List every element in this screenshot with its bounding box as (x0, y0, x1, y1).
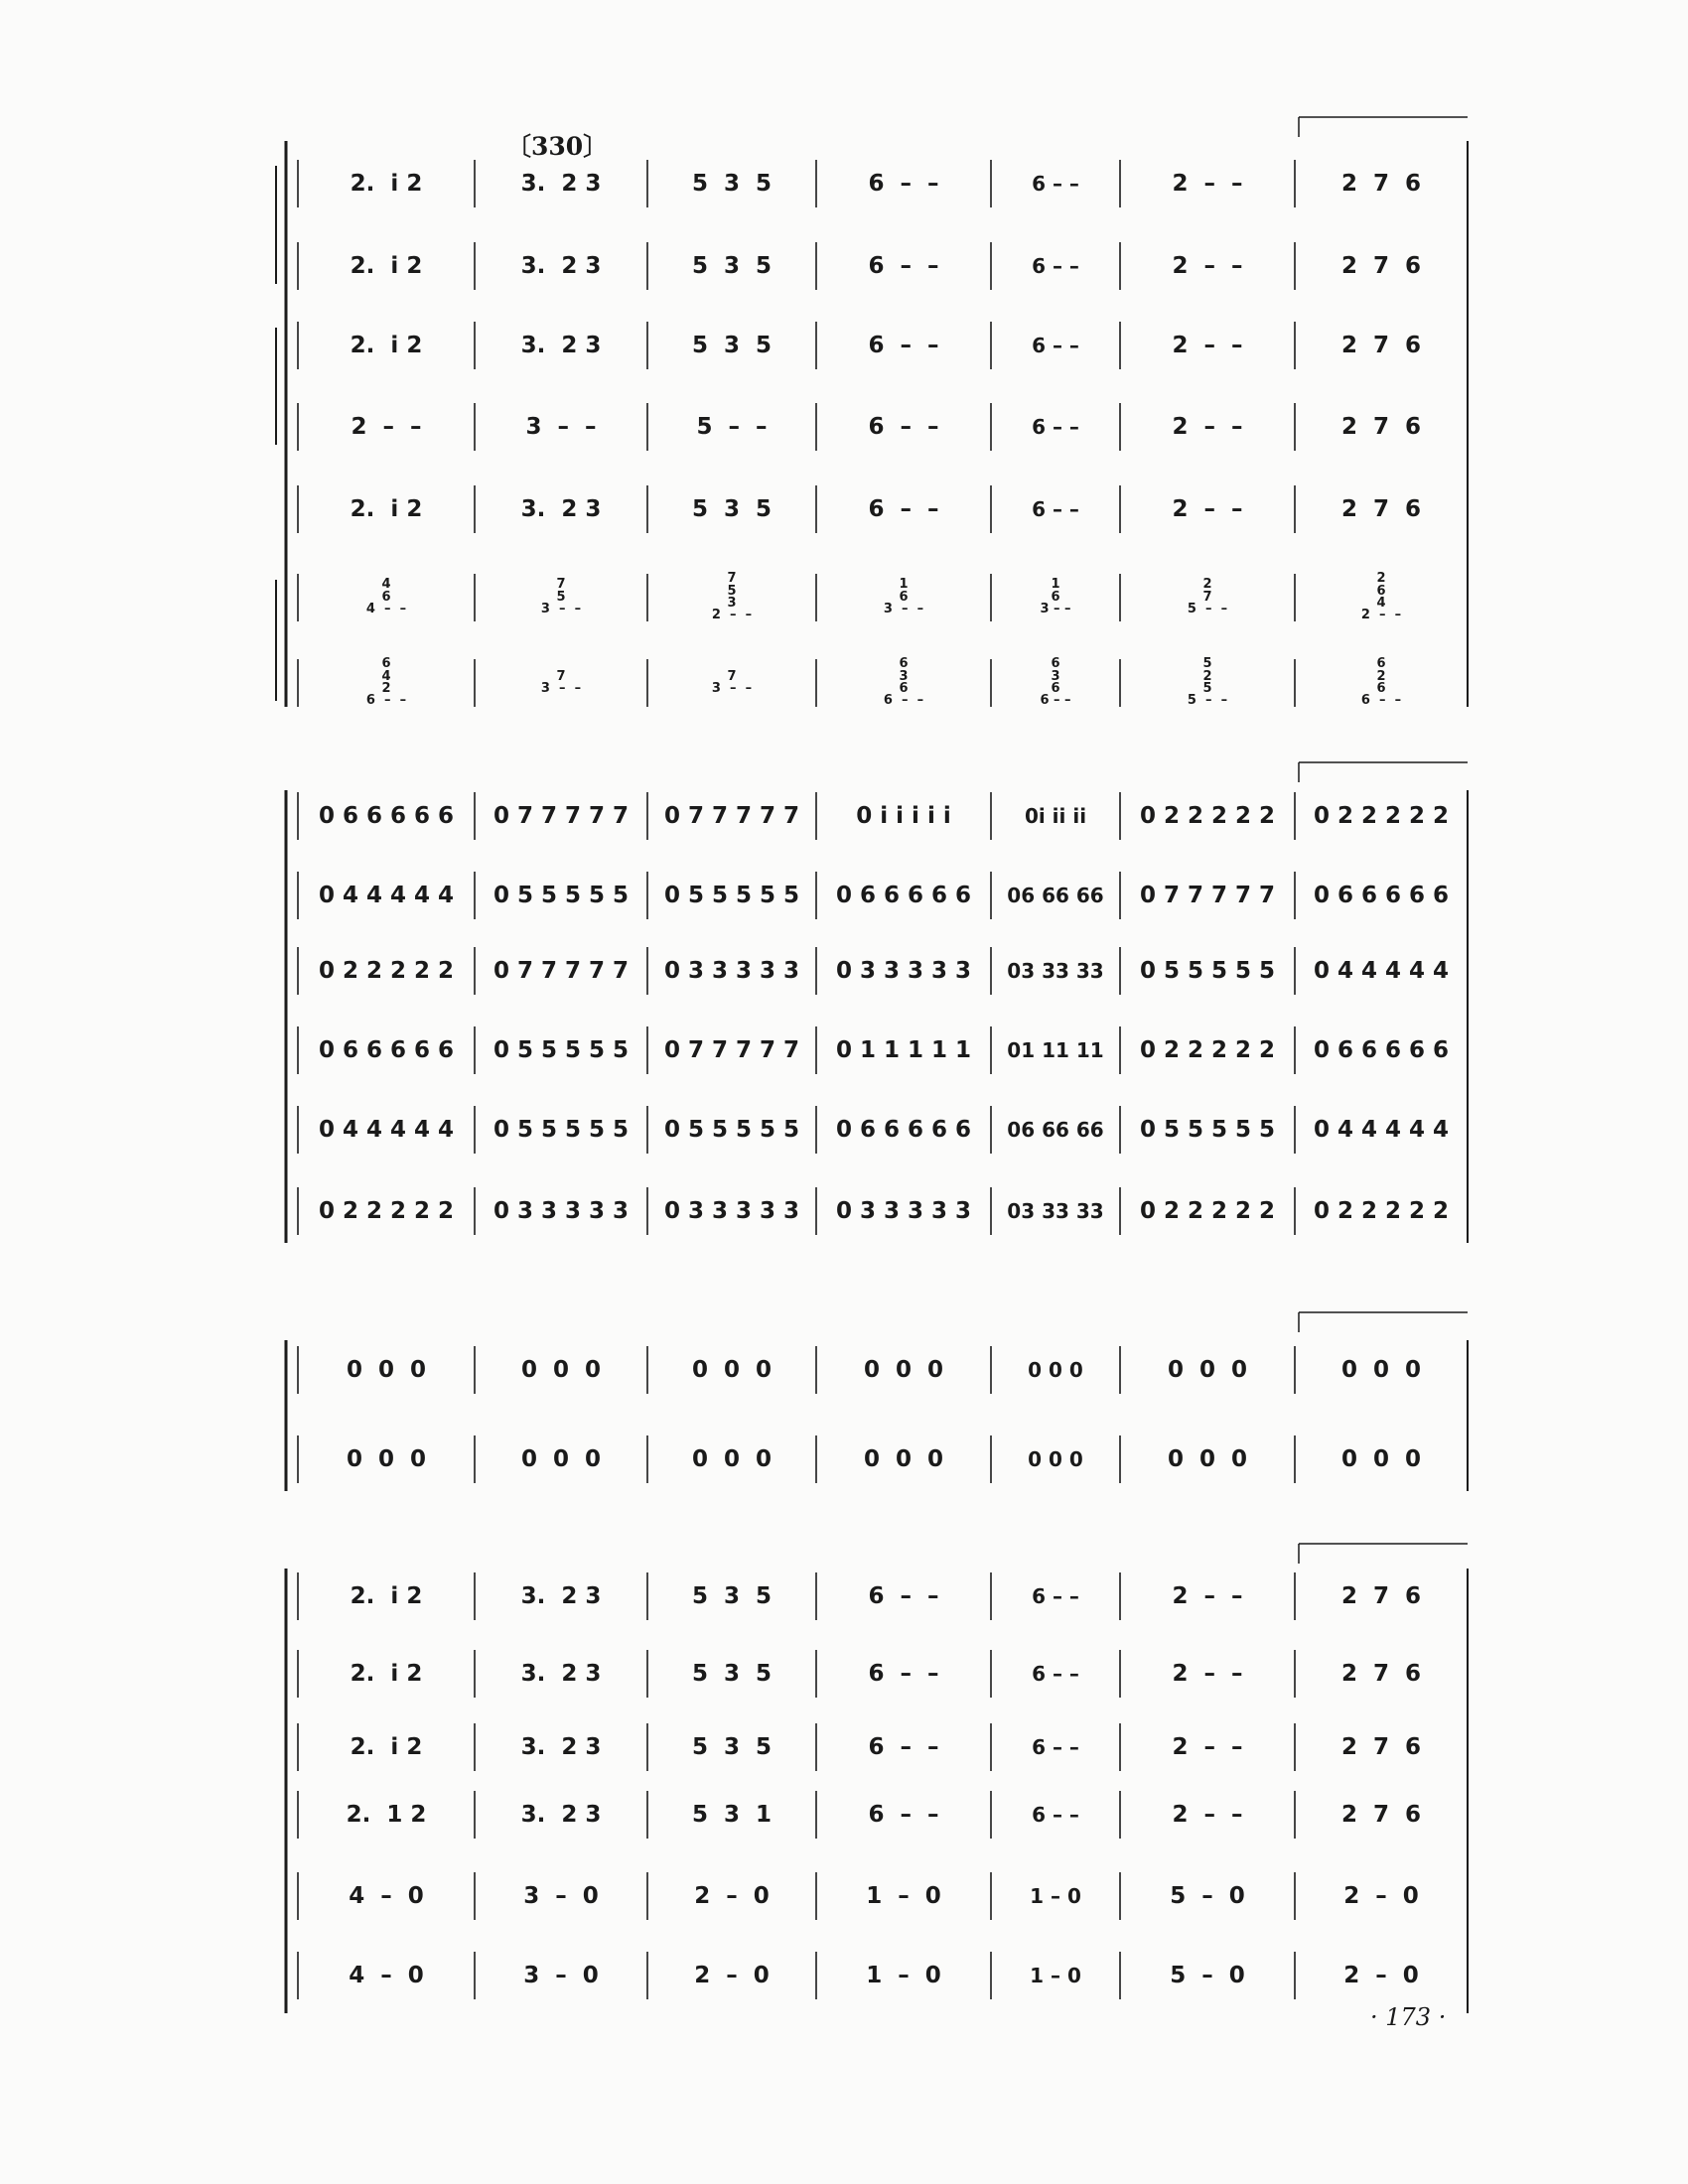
measure-notes: 6 – – (868, 1583, 939, 1609)
measure (1301, 244, 1462, 288)
measure (1126, 1574, 1289, 1618)
measure (997, 874, 1114, 917)
measure-notes: 0 6 6 6 6 6 (1313, 883, 1450, 908)
measure (997, 794, 1114, 838)
measure-notes: 6 – – (1032, 1662, 1079, 1686)
measure-notes: 06 66 66 (1007, 884, 1104, 907)
measure (1126, 1793, 1289, 1837)
measure-notes: 0 0 0 (1340, 1357, 1422, 1383)
measure (304, 1954, 469, 1997)
measure-notes: 5 3 5 (691, 1734, 773, 1760)
measure (1301, 1652, 1462, 1696)
measure-notes: 0 1 1 1 1 1 (835, 1037, 972, 1063)
measure (481, 1652, 641, 1696)
measure-notes: 0 7 7 7 7 7 (1139, 883, 1276, 908)
measure-notes: 5 3 5 (691, 333, 773, 358)
measure (822, 1652, 985, 1696)
measure (653, 661, 810, 705)
measure (1126, 874, 1289, 917)
measure-notes: 2. i 2 (350, 1583, 423, 1609)
measure (304, 794, 469, 838)
measure (822, 949, 985, 993)
measure-notes: 5 3 5 (691, 1661, 773, 1687)
measure-notes: 0 6 6 6 6 6 (318, 803, 455, 829)
measure-notes: 6 – – (868, 333, 939, 358)
measure-notes: 0 0 0 (520, 1357, 602, 1383)
measure-notes: 2 – – (1172, 1734, 1243, 1760)
rehearsal-mark: 〔330〕 (506, 132, 609, 161)
measure (997, 1652, 1114, 1696)
measure (822, 1874, 985, 1918)
measure-notes: 3 – 0 (523, 1883, 599, 1909)
measure-notes: 4 – 0 (349, 1963, 424, 1988)
measure-notes: 0 2 2 2 2 2 (1139, 803, 1276, 829)
measure (822, 1437, 985, 1481)
measure-notes: 4 – 0 (349, 1883, 424, 1909)
measure (1126, 1874, 1289, 1918)
measure-notes: 6 – – (1032, 497, 1079, 521)
measure (481, 949, 641, 993)
measure-notes: 06 66 66 (1007, 1118, 1104, 1142)
measure (304, 324, 469, 367)
measure-notes: 0 i i i i i (856, 803, 951, 829)
measure-notes: 6 4 2 6 – – (365, 656, 407, 709)
measure (1301, 1793, 1462, 1837)
measure (822, 1348, 985, 1392)
measure-notes: 0 5 5 5 5 5 (492, 1117, 630, 1143)
measure (822, 1793, 985, 1837)
measure-notes: 1 – 0 (866, 1883, 941, 1909)
measure-notes: 6 – – (868, 1661, 939, 1687)
measure-notes: 0i ii ii (1024, 804, 1087, 828)
measure-notes: 0 2 2 2 2 2 (318, 958, 455, 984)
measure-notes: 3 – 0 (523, 1963, 599, 1988)
measure (997, 244, 1114, 288)
measure (822, 162, 985, 205)
measure (481, 1437, 641, 1481)
measure (997, 1874, 1114, 1918)
measure-notes: 0 5 5 5 5 5 (663, 883, 800, 908)
measure-notes: 0 5 5 5 5 5 (492, 883, 630, 908)
measure (653, 162, 810, 205)
measure (653, 1874, 810, 1918)
measure (481, 1189, 641, 1233)
measure (1126, 1725, 1289, 1769)
measure-notes: 2 – – (1172, 1583, 1243, 1609)
measure-notes: 3. 2 3 (520, 1661, 602, 1687)
measure-notes: 2. i 2 (350, 496, 423, 522)
measure (653, 1437, 810, 1481)
measure (653, 244, 810, 288)
measure (653, 874, 810, 917)
measure-notes: 0 0 0 (1167, 1357, 1248, 1383)
measure-notes: 0 4 4 4 4 4 (1313, 1117, 1450, 1143)
measure-notes: 2 – – (351, 414, 422, 440)
measure (653, 1189, 810, 1233)
measure-notes: 6 3 6 6 – – (1040, 656, 1071, 709)
measure (997, 1793, 1114, 1837)
measure-notes: 0 7 7 7 7 7 (492, 803, 630, 829)
measure (304, 576, 469, 619)
measure (997, 1189, 1114, 1233)
measure-notes: 0 0 0 (1028, 1447, 1083, 1471)
measure (822, 1108, 985, 1152)
measure-notes: 0 3 3 3 3 3 (835, 1198, 972, 1224)
measure-notes: 0 7 7 7 7 7 (492, 958, 630, 984)
measure (1126, 1348, 1289, 1392)
measure (653, 1725, 810, 1769)
measure-notes: 2 7 6 (1340, 1583, 1422, 1609)
measure (822, 405, 985, 449)
measure-notes: 2 – 0 (694, 1883, 770, 1909)
measure (997, 1954, 1114, 1997)
measure-notes: 2 – 0 (1343, 1883, 1419, 1909)
measure-notes: 0 6 6 6 6 6 (1313, 1037, 1450, 1063)
measure-notes: 0 6 6 6 6 6 (835, 883, 972, 908)
measure (1301, 949, 1462, 993)
measure-notes: 1 6 3 – – (883, 577, 924, 617)
measure-notes: 6 – – (868, 1734, 939, 1760)
measure-notes: 2 – – (1172, 1661, 1243, 1687)
measure (1301, 1954, 1462, 1997)
measure (822, 656, 985, 709)
measure-notes: 3. 2 3 (520, 1734, 602, 1760)
measure-notes: 7 3 – – (711, 668, 753, 696)
measure-notes: 0 0 0 (346, 1357, 427, 1383)
measure-notes: 0 0 0 (691, 1446, 773, 1472)
measure-notes: 2 7 6 (1340, 171, 1422, 197)
measure-notes: 6 – – (1032, 1735, 1079, 1759)
measure-notes: 0 0 0 (1340, 1446, 1422, 1472)
measure (822, 576, 985, 619)
measure (822, 1028, 985, 1072)
measure-notes: 1 – 0 (1030, 1964, 1081, 1987)
measure-notes: 6 3 6 6 – – (883, 656, 924, 709)
measure-notes: 2 – – (1172, 333, 1243, 358)
measure (822, 1725, 985, 1769)
measure (304, 405, 469, 449)
measure-notes: 2 – 0 (1343, 1963, 1419, 1988)
measure (1126, 244, 1289, 288)
measure (1126, 1437, 1289, 1481)
measure-notes: 3. 2 3 (520, 496, 602, 522)
measure (481, 1348, 641, 1392)
measure-notes: 2. i 2 (350, 253, 423, 279)
measure-notes: 0 3 3 3 3 3 (835, 958, 972, 984)
measure (997, 1028, 1114, 1072)
measure (1301, 1348, 1462, 1392)
measure (653, 1108, 810, 1152)
measure-notes: 0 0 0 (1167, 1446, 1248, 1472)
measure-notes: 2 7 6 (1340, 1661, 1422, 1687)
measure (304, 949, 469, 993)
measure-notes: 2. i 2 (350, 1661, 423, 1687)
measure (822, 1189, 985, 1233)
measure-notes: 3. 2 3 (520, 171, 602, 197)
measure-notes: 2 7 5 – – (1187, 577, 1228, 617)
measure-notes: 0 0 0 (520, 1446, 602, 1472)
measure-notes: 2. i 2 (350, 171, 423, 197)
measure (304, 244, 469, 288)
measure (653, 487, 810, 531)
measure (997, 162, 1114, 205)
measure-notes: 0 7 7 7 7 7 (663, 1037, 800, 1063)
measure (1126, 1652, 1289, 1696)
measure-notes: 0 0 0 (863, 1446, 944, 1472)
measure-notes: 4 6 4 – – (365, 577, 407, 617)
measure (304, 1652, 469, 1696)
measure (481, 1725, 641, 1769)
measure (822, 874, 985, 917)
measure (997, 656, 1114, 709)
measure-notes: 0 3 3 3 3 3 (663, 958, 800, 984)
measure (1301, 874, 1462, 917)
measure-notes: 2 7 6 (1340, 253, 1422, 279)
measure (1301, 1189, 1462, 1233)
measure-notes: 0 4 4 4 4 4 (318, 1117, 455, 1143)
measure (653, 949, 810, 993)
measure (304, 1574, 469, 1618)
measure-notes: 0 2 2 2 2 2 (1139, 1198, 1276, 1224)
measure (997, 576, 1114, 619)
measure-notes: 0 3 3 3 3 3 (663, 1198, 800, 1224)
measure (653, 1348, 810, 1392)
measure (1126, 1954, 1289, 1997)
measure-notes: 0 6 6 6 6 6 (318, 1037, 455, 1063)
measure-notes: 6 – – (868, 171, 939, 197)
measure-notes: 0 6 6 6 6 6 (835, 1117, 972, 1143)
measure-notes: 0 4 4 4 4 4 (318, 883, 455, 908)
measure (997, 1437, 1114, 1481)
measure (997, 949, 1114, 993)
measure-notes: 0 2 2 2 2 2 (1139, 1037, 1276, 1063)
measure (997, 1574, 1114, 1618)
measure-notes: 03 33 33 (1007, 1199, 1104, 1223)
measure (997, 405, 1114, 449)
measure (481, 1574, 641, 1618)
measure-notes: 0 4 4 4 4 4 (1313, 958, 1450, 984)
measure (304, 656, 469, 709)
measure-notes: 0 2 2 2 2 2 (1313, 1198, 1450, 1224)
measure (1126, 1189, 1289, 1233)
measure-notes: 5 – 0 (1170, 1963, 1245, 1988)
measure-notes: 1 – 0 (866, 1963, 941, 1988)
measure-notes: 2 7 6 (1340, 333, 1422, 358)
measure (1126, 487, 1289, 531)
measure (997, 324, 1114, 367)
measure-notes: 0 0 0 (691, 1357, 773, 1383)
measure (653, 1028, 810, 1072)
measure (304, 1189, 469, 1233)
measure (481, 162, 641, 205)
measure-notes: 2 6 4 2 – – (1360, 571, 1402, 623)
measure-notes: 0 2 2 2 2 2 (1313, 803, 1450, 829)
measure (1301, 487, 1462, 531)
measure (481, 1954, 641, 1997)
measure (1126, 576, 1289, 619)
measure-notes: 6 – – (1032, 1584, 1079, 1608)
measure-notes: 7 3 – – (540, 668, 582, 696)
measure-notes: 6 – – (1032, 415, 1079, 439)
measure-notes: 0 0 0 (346, 1446, 427, 1472)
measure (1301, 1874, 1462, 1918)
measure (481, 1874, 641, 1918)
measure-notes: 2 7 6 (1340, 414, 1422, 440)
measure (481, 576, 641, 619)
measure-notes: 6 – – (868, 253, 939, 279)
measure-notes: 0 0 0 (1028, 1358, 1083, 1382)
measure-notes: 5 2 5 5 – – (1187, 656, 1228, 709)
measure-notes: 5 3 5 (691, 496, 773, 522)
measure (1301, 1108, 1462, 1152)
measure (1301, 656, 1462, 709)
measure-notes: 2. i 2 (350, 1734, 423, 1760)
measure-notes: 0 7 7 7 7 7 (663, 803, 800, 829)
measure-notes: 6 – – (868, 414, 939, 440)
measure-notes: 0 2 2 2 2 2 (318, 1198, 455, 1224)
measure-notes: 0 5 5 5 5 5 (663, 1117, 800, 1143)
measure (653, 1954, 810, 1997)
measure (653, 794, 810, 838)
measure (304, 1348, 469, 1392)
measure-notes: 2 – – (1172, 253, 1243, 279)
measure-notes: 0 5 5 5 5 5 (1139, 958, 1276, 984)
measure (304, 162, 469, 205)
measure-notes: 1 6 3 – – (1040, 577, 1071, 617)
measure (304, 1874, 469, 1918)
measure (1126, 656, 1289, 709)
measure (822, 487, 985, 531)
measure (481, 1108, 641, 1152)
measure-notes: 0 3 3 3 3 3 (492, 1198, 630, 1224)
measure-notes: 3. 2 3 (520, 333, 602, 358)
measure-notes: 2 7 6 (1340, 1802, 1422, 1828)
measure (1301, 1028, 1462, 1072)
measure (1301, 324, 1462, 367)
measure (481, 874, 641, 917)
measure (481, 1028, 641, 1072)
measure-notes: 2. 1 2 (346, 1802, 427, 1828)
measure-notes: 7 5 3 2 – – (711, 571, 753, 623)
measure (653, 1652, 810, 1696)
measure (1301, 794, 1462, 838)
measure (1126, 794, 1289, 838)
measure-notes: 5 3 5 (691, 1583, 773, 1609)
measure (822, 244, 985, 288)
measure-notes: 3. 2 3 (520, 253, 602, 279)
measure-notes: 5 3 1 (691, 1802, 773, 1828)
measure-notes: 2 – – (1172, 496, 1243, 522)
measure (822, 794, 985, 838)
measure (481, 794, 641, 838)
measure-notes: 2 7 6 (1340, 496, 1422, 522)
measure (1301, 1437, 1462, 1481)
measure (1301, 1574, 1462, 1618)
measure-notes: 03 33 33 (1007, 959, 1104, 983)
measure (653, 1793, 810, 1837)
measure (1126, 1108, 1289, 1152)
measure (1301, 1725, 1462, 1769)
measure-notes: 2 – – (1172, 1802, 1243, 1828)
measure-notes: 3. 2 3 (520, 1802, 602, 1828)
measure (1301, 162, 1462, 205)
measure-notes: 2 7 6 (1340, 1734, 1422, 1760)
measure (481, 1793, 641, 1837)
measure (997, 487, 1114, 531)
measure (481, 487, 641, 531)
measure-notes: 2 – 0 (694, 1963, 770, 1988)
measure (481, 405, 641, 449)
page-number: · 173 · (1370, 2003, 1447, 2031)
measure (997, 1725, 1114, 1769)
measure-notes: 6 – – (1032, 254, 1079, 278)
measure (653, 324, 810, 367)
measure (1301, 571, 1462, 623)
measure-notes: 6 – – (1032, 334, 1079, 357)
measure (1126, 949, 1289, 993)
measure (997, 1108, 1114, 1152)
measure-notes: 2 – – (1172, 171, 1243, 197)
measure-notes: 2. i 2 (350, 333, 423, 358)
measure-notes: 5 3 5 (691, 171, 773, 197)
measure-notes: 6 – – (1032, 172, 1079, 196)
measure-notes: 0 5 5 5 5 5 (1139, 1117, 1276, 1143)
measure (304, 1028, 469, 1072)
measure (822, 1574, 985, 1618)
measure (304, 1108, 469, 1152)
measure (481, 661, 641, 705)
measure-notes: 5 – – (696, 414, 768, 440)
measure-notes: 5 – 0 (1170, 1883, 1245, 1909)
measure (304, 1725, 469, 1769)
measure-notes: 6 – – (868, 496, 939, 522)
measure (1126, 1028, 1289, 1072)
measure (653, 1574, 810, 1618)
measure (653, 571, 810, 623)
measure (1126, 162, 1289, 205)
measure-notes: 6 2 6 6 – – (1360, 656, 1402, 709)
measure-notes: 01 11 11 (1007, 1038, 1104, 1062)
measure-notes: 3 – – (525, 414, 597, 440)
measure-notes: 6 – – (1032, 1803, 1079, 1827)
measure (822, 1954, 985, 1997)
measure (304, 874, 469, 917)
measure (1126, 324, 1289, 367)
measure (304, 1793, 469, 1837)
measure (481, 244, 641, 288)
measure-notes: 0 0 0 (863, 1357, 944, 1383)
measure (304, 487, 469, 531)
measure-notes: 5 3 5 (691, 253, 773, 279)
measure (304, 1437, 469, 1481)
measure-notes: 0 5 5 5 5 5 (492, 1037, 630, 1063)
measure (481, 324, 641, 367)
measure-notes: 7 5 3 – – (540, 577, 582, 617)
measure-notes: 3. 2 3 (520, 1583, 602, 1609)
measure (653, 405, 810, 449)
measure-notes: 1 – 0 (1030, 1884, 1081, 1908)
measure-notes: 6 – – (868, 1802, 939, 1828)
measure (1301, 405, 1462, 449)
measure (1126, 405, 1289, 449)
measure (997, 1348, 1114, 1392)
measure (822, 324, 985, 367)
measure-notes: 2 – – (1172, 414, 1243, 440)
